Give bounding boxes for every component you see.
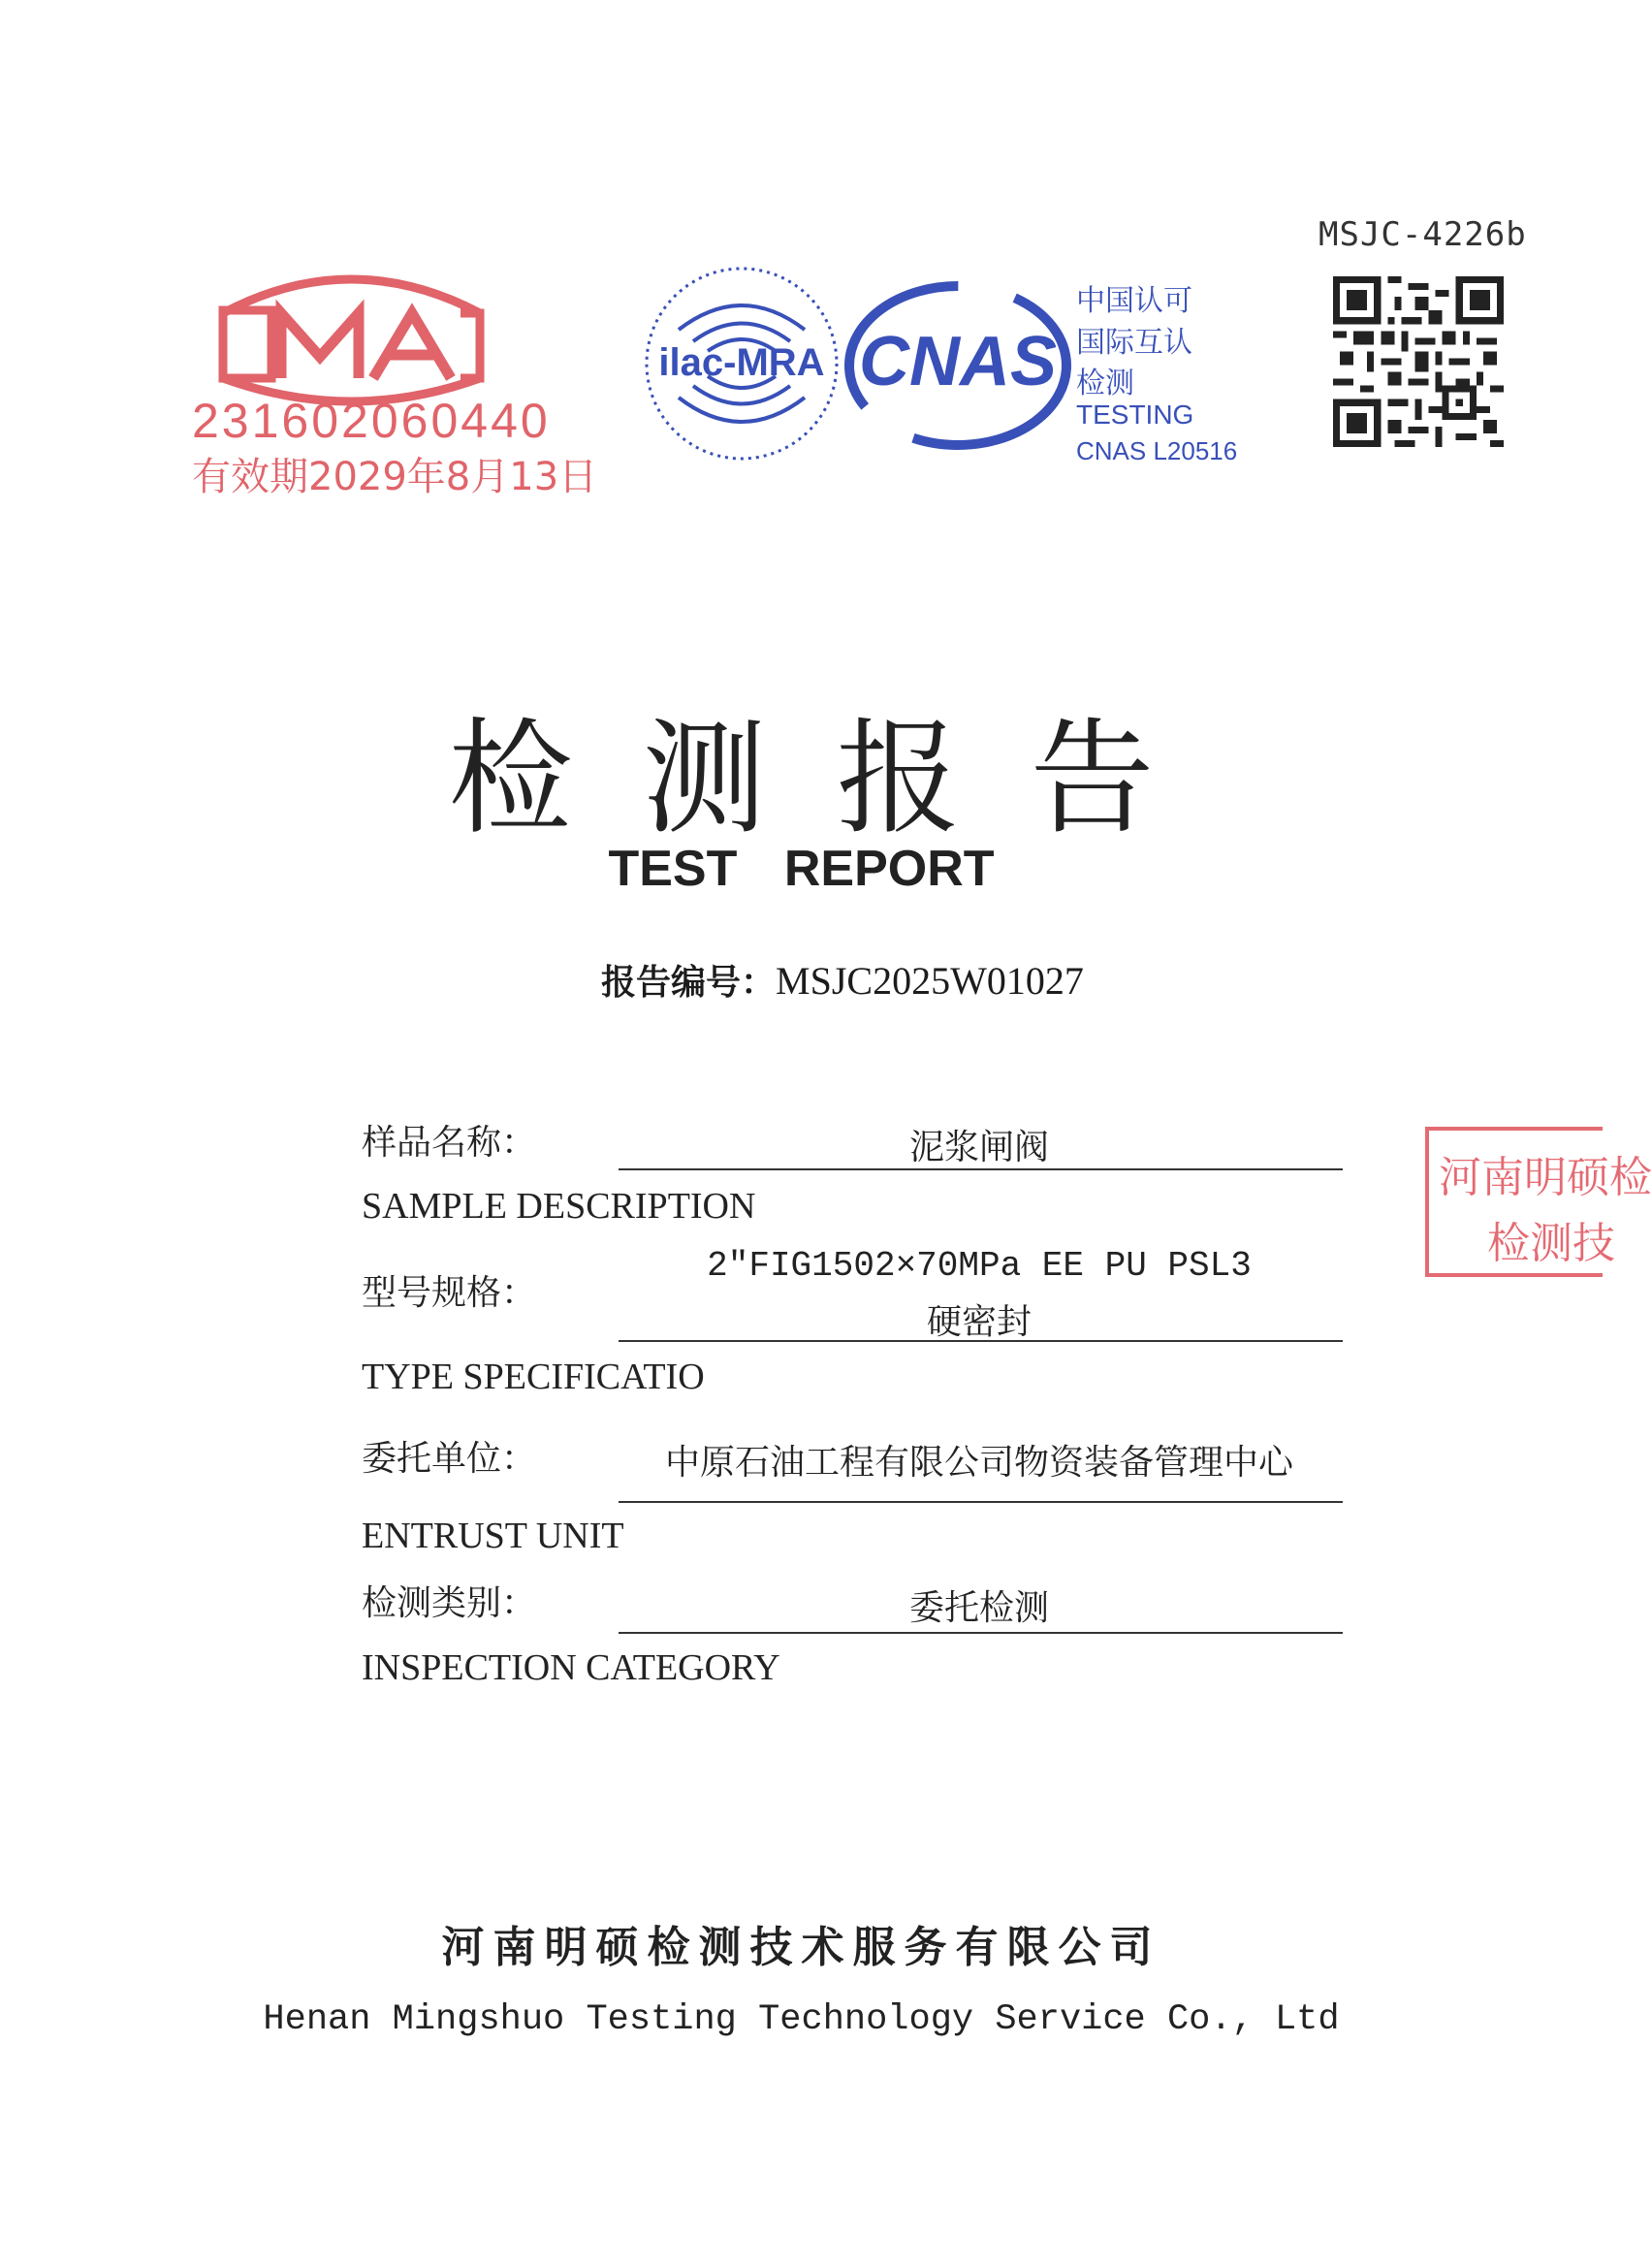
cnas-label-cn-2: 国际互认 bbox=[1076, 326, 1192, 360]
inspection-category-label: 检测类别： bbox=[362, 1583, 537, 1623]
company-name-cn: 河南明硕检测技术服务有限公司 bbox=[441, 1923, 1161, 1972]
qr-code bbox=[1333, 276, 1504, 447]
report-number-label: 报告编号： bbox=[601, 963, 777, 1003]
type-spec-underline bbox=[619, 1340, 1343, 1342]
cnas-label-cn-1: 中国认可 bbox=[1076, 284, 1192, 318]
cnas-text: CNAS bbox=[858, 323, 1058, 400]
page-title-cn: 检测报告 bbox=[448, 707, 1224, 851]
cnas-logo bbox=[842, 276, 1074, 456]
sample-name-value: 泥浆闸阀 bbox=[908, 1128, 1049, 1167]
page-title-en: TEST REPORT bbox=[608, 841, 995, 897]
sample-name-underline bbox=[619, 1168, 1343, 1170]
company-name-en: Henan Mingshuo Testing Technology Service Co., Ltd bbox=[263, 1999, 1340, 2040]
inspection-category-label-en: INSPECTION CATEGORY bbox=[362, 1647, 780, 1688]
type-spec-label-en: TYPE SPECIFICATIO bbox=[362, 1357, 705, 1397]
report-number-value: MSJC2025W01027 bbox=[776, 959, 1084, 1003]
inspection-category-value: 委托检测 bbox=[908, 1588, 1049, 1628]
seal-text-line1: 河南明硕检 bbox=[1439, 1153, 1652, 1202]
ilac-mra-logo bbox=[640, 262, 843, 465]
entrust-unit-underline bbox=[619, 1501, 1343, 1503]
cma-validity-date: 有效期2029年8月13日 bbox=[192, 455, 598, 499]
entrust-unit-label: 委托单位： bbox=[362, 1439, 537, 1479]
seal-text-line2: 检测技 bbox=[1487, 1219, 1615, 1268]
entrust-unit-value: 中原石油工程有限公司物资装备管理中心 bbox=[664, 1443, 1293, 1483]
inspection-category-underline bbox=[619, 1632, 1343, 1634]
type-spec-label: 型号规格： bbox=[362, 1273, 537, 1313]
cma-certificate-number: 231602060440 bbox=[192, 394, 551, 448]
cnas-label-en: TESTING bbox=[1076, 399, 1194, 430]
cnas-label-cn-3: 检测 bbox=[1076, 367, 1134, 400]
entrust-unit-label-en: ENTRUST UNIT bbox=[362, 1516, 624, 1556]
ilac-mra-text: ilac-MRA bbox=[658, 341, 825, 384]
cnas-cert-number: CNAS L20516 bbox=[1076, 436, 1238, 465]
type-spec-value-line2: 硬密封 bbox=[926, 1302, 1032, 1342]
sample-name-label: 样品名称： bbox=[362, 1123, 537, 1163]
type-spec-value-line1: 2″FIG1502×70MPa EE PU PSL3 bbox=[707, 1246, 1252, 1286]
report-number bbox=[601, 955, 1084, 1005]
company-seal-stamp bbox=[1425, 1127, 1652, 1277]
sample-name-label-en: SAMPLE DESCRIPTION bbox=[362, 1186, 756, 1227]
document-code: MSJC-4226b bbox=[1318, 215, 1527, 254]
